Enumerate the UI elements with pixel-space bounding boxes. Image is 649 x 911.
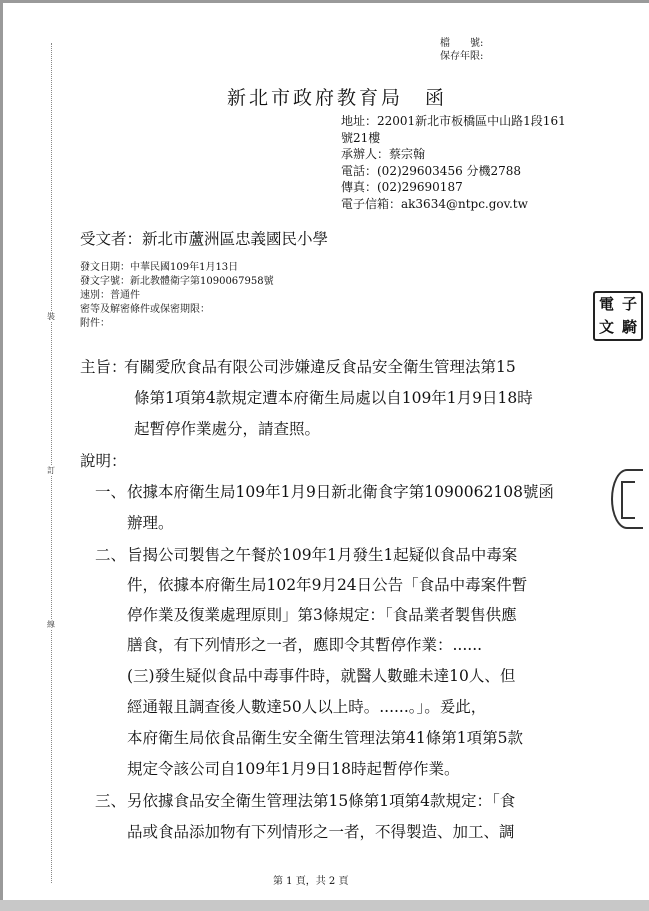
viewer-bottom-bar — [0, 900, 649, 911]
item-1-line-1: 依據本府衛生局109年1月9日新北衛食字第1090062108號函 — [127, 483, 554, 501]
stamp-char-3: 文 — [598, 318, 614, 336]
page-number-footer: 第 1 頁，共 2 頁 — [273, 876, 349, 887]
explanation-label: 說明： — [80, 452, 127, 470]
item-3-line-1: 另依據食品安全衛生管理法第15條第1項第4款規定：「食 — [127, 792, 516, 810]
address-line-2: 號21樓 — [341, 130, 381, 145]
item-1-number: 一、 — [95, 483, 127, 501]
address-line-1: 地址：22001新北市板橋區中山路1段161 — [341, 114, 566, 128]
item-2-line-2: 件，依據本府衛生局102年9月24日公告「食品中毒案件暫 — [127, 576, 528, 594]
document-title: 新北市政府教育局 函 — [227, 87, 448, 109]
item-3-line-2: 品或食品添加物有下列情形之一者，不得製造、加工、調 — [127, 823, 515, 841]
officer-name: 承辦人：蔡宗翰 — [341, 147, 426, 161]
binding-mark-zhuang: 裝 — [47, 312, 55, 321]
item-2-line-7: 本府衛生局依食品衛生安全衛生管理法第41條第1項第5款 — [127, 729, 523, 747]
file-number-label: 檔 號: — [440, 38, 484, 49]
item-2-number: 二、 — [95, 546, 127, 564]
item-1-line-2: 辦理。 — [127, 514, 174, 532]
subject-label: 主旨： — [80, 358, 127, 376]
item-2-line-5: (三)發生疑似食品中毒事件時，就醫人數雖未達10人、但 — [127, 667, 516, 685]
item-3-number: 三、 — [95, 792, 127, 810]
email-address: 電子信箱：ak3634@ntpc.gov.tw — [341, 196, 528, 211]
issue-date: 發文日期：中華民國109年1月13日 — [80, 262, 239, 273]
document-number: 發文字號：新北教體衛字第1090067958號 — [80, 276, 274, 287]
stamp-char-2: 子 — [621, 295, 637, 313]
item-2-line-8: 規定令該公司自109年1月9日18時起暫停作業。 — [127, 760, 460, 778]
binding-line — [51, 43, 52, 883]
electronic-document-stamp — [593, 291, 643, 341]
binding-mark-xian: 線 — [47, 620, 55, 629]
meta-block — [80, 261, 274, 331]
subject-line-1: 有關愛欣食品有限公司涉嫌違反食品安全衛生管理法第15 — [124, 358, 516, 376]
document-page — [3, 3, 649, 900]
item-2-line-4: 膳食，有下列情形之一者，應即令其暫停作業：...... — [127, 636, 483, 654]
speed-class: 速別：普通件 — [80, 290, 140, 301]
phone-number: 電話：(02)29603456 分機2788 — [341, 163, 522, 178]
fax-number: 傳真：(02)29690187 — [341, 180, 463, 194]
subject-line-3: 起暫停作業處分，請查照。 — [134, 420, 321, 438]
binding-mark-ding: 訂 — [47, 466, 55, 475]
item-2-line-3: 停作業及復業處理原則」第3條規定：「食品業者製售供應 — [127, 606, 517, 624]
retention-period-label: 保存年限: — [440, 51, 484, 62]
seal-mark-icon — [611, 469, 643, 529]
security-class: 密等及解密條件或保密期限： — [80, 304, 210, 315]
attachment: 附件： — [80, 318, 110, 329]
contact-block — [341, 113, 566, 212]
stamp-char-4: 騎 — [621, 318, 637, 336]
item-2-line-1: 旨揭公司製售之午餐於109年1月發生1起疑似食品中毒案 — [127, 546, 518, 564]
subject-line-2: 條第1項第4款規定遭本府衛生局處以自109年1月9日18時 — [134, 389, 533, 407]
recipient: 受文者：新北市蘆洲區忠義國民小學 — [80, 230, 329, 248]
stamp-char-1: 電 — [598, 295, 614, 313]
item-2-line-6: 經通報且調查後人數達50人以上時。......。」。爰此， — [127, 698, 487, 716]
